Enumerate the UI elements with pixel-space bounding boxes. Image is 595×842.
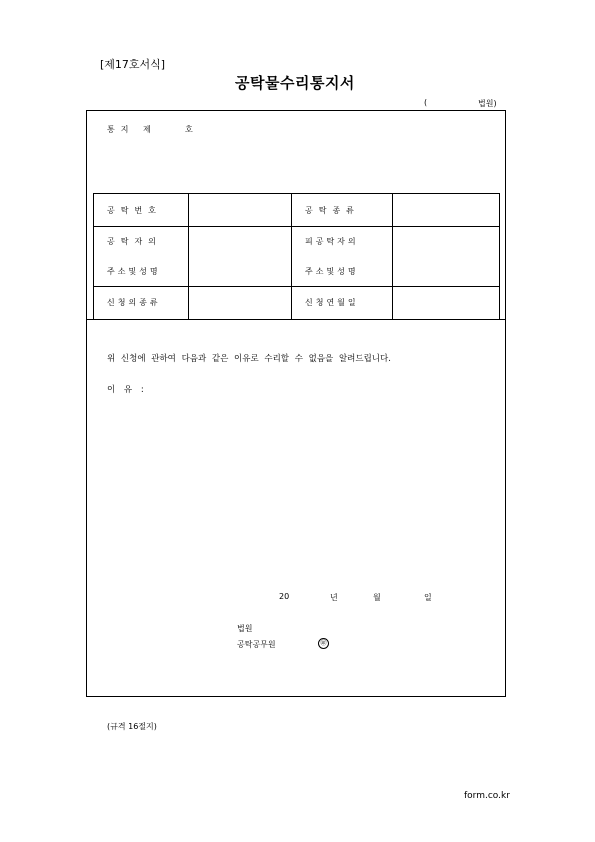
table-col-divider xyxy=(188,193,189,319)
table-row-divider xyxy=(93,226,500,227)
table-left-border xyxy=(93,193,94,319)
application-date-label: 신청연월일 xyxy=(305,298,359,307)
notice-number-label: 통지 제 xyxy=(107,125,157,134)
signature-official-title: 공탁공무원 xyxy=(237,640,276,649)
application-type-label: 신청의종류 xyxy=(107,298,161,307)
table-right-border xyxy=(499,193,500,319)
application-date-value[interactable] xyxy=(394,288,497,317)
depositor-value[interactable] xyxy=(190,228,289,284)
paper-size-note: (규격 16절지) xyxy=(107,722,157,731)
depositee-label-line2: 주소및성명 xyxy=(305,267,359,276)
deposit-type-label: 공탁종류 xyxy=(305,206,360,215)
document-title: 공탁물수리통지서 xyxy=(235,74,355,92)
deposit-number-label: 공탁번호 xyxy=(107,206,162,215)
notice-number-suffix: 호 xyxy=(185,125,193,134)
court-name-suffix: 법원) xyxy=(478,99,497,108)
table-row-divider xyxy=(93,286,500,287)
seal-mark: ㊞ xyxy=(318,638,329,649)
deposit-type-value[interactable] xyxy=(394,195,497,224)
court-name-paren-open: ( xyxy=(424,98,428,107)
form-number-label: [제17호서식] xyxy=(100,58,166,71)
depositee-value[interactable] xyxy=(394,228,497,284)
signature-court: 법원 xyxy=(237,624,253,633)
table-col-divider xyxy=(291,193,292,319)
depositee-label-line1: 피공탁자의 xyxy=(305,237,359,246)
date-day-unit: 일 xyxy=(424,593,432,602)
depositor-label-line1: 공탁자의 xyxy=(107,237,162,246)
site-watermark: form.co.kr xyxy=(464,791,510,801)
notice-statement: 위 신청에 관하여 다음과 같은 이유로 수리할 수 없음을 알려드립니다. xyxy=(107,354,391,364)
deposit-number-value[interactable] xyxy=(190,195,289,224)
table-bottom-border xyxy=(86,319,506,320)
application-type-value[interactable] xyxy=(190,288,289,317)
reason-label: 이 유 : xyxy=(107,385,147,395)
date-year-prefix: 20 xyxy=(279,592,290,601)
depositor-label-line2: 주소및성명 xyxy=(107,267,161,276)
date-year-unit: 년 xyxy=(330,593,338,602)
date-month-unit: 월 xyxy=(373,593,381,602)
table-col-divider xyxy=(392,193,393,319)
table-top-border xyxy=(93,193,500,194)
